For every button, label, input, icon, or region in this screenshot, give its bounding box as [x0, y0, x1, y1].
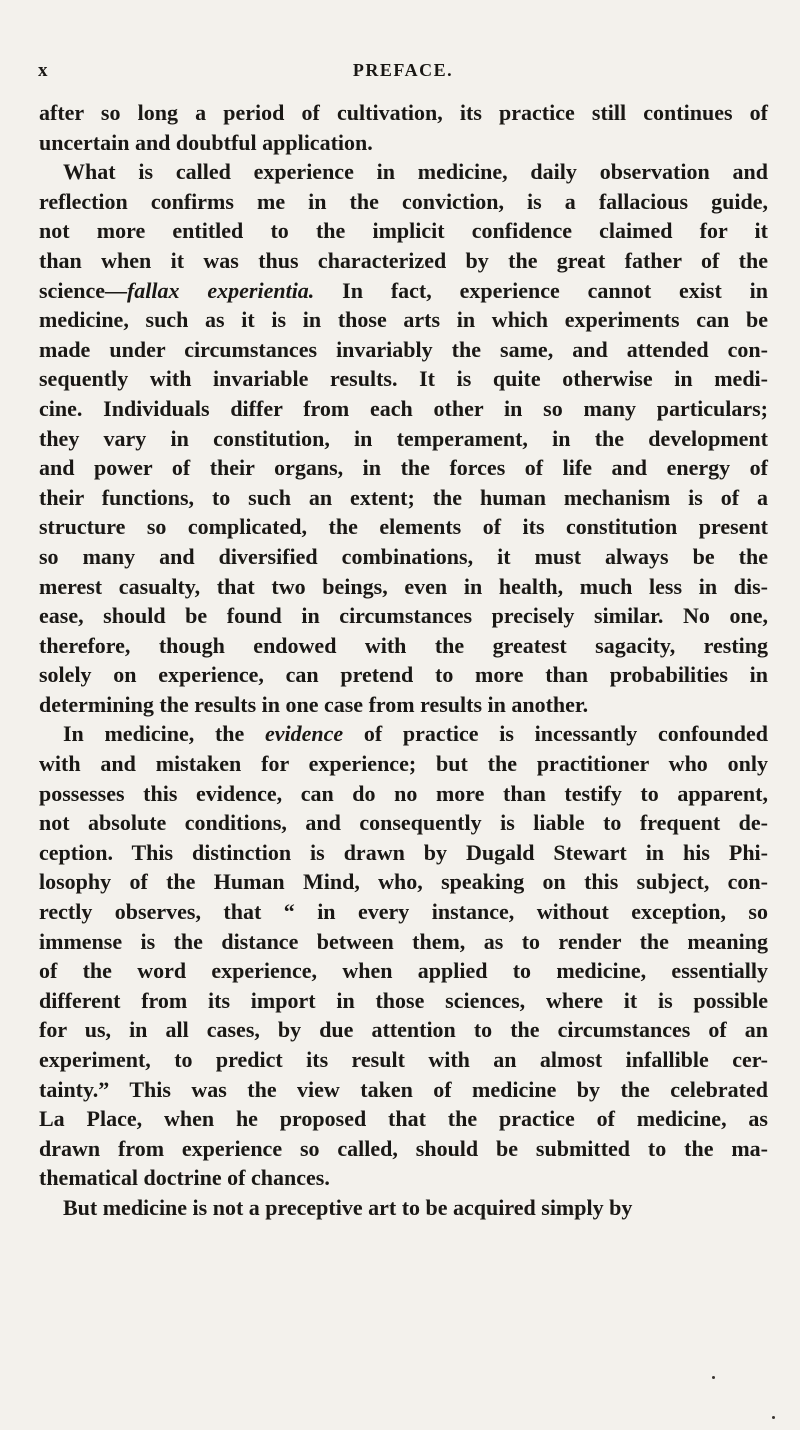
text-line [39, 897, 768, 927]
page-number: x [38, 60, 49, 81]
text-segment: with and mistaken for experience; but the practitioner who only [39, 751, 768, 777]
text-segment: not more entitled to the implicit confidence claimed for it [39, 218, 768, 244]
text-segment: so many and diversified combinations, it must always be the [39, 543, 768, 569]
text-line [39, 1075, 768, 1105]
text-line [39, 808, 768, 838]
text-segment: made under circumstances invariably the same, and attended con- [39, 336, 768, 362]
text-segment: and power of their organs, in the forces of life and energy of [39, 455, 768, 481]
text-line [39, 1134, 768, 1164]
text-line [39, 1015, 768, 1045]
text-segment: cine. Individuals differ from each other in so many particulars; [39, 395, 768, 421]
text-line [39, 1045, 768, 1075]
running-head [38, 60, 768, 84]
text-segment: than when it was thus characterized by the great father of the [39, 247, 768, 273]
text-line [39, 483, 768, 513]
paragraph-p1 [39, 98, 768, 157]
text-segment: thematical doctrine of chances. [39, 1165, 330, 1191]
text-segment: tainty.” This was the view taken of medicine by the celebrated [39, 1076, 768, 1102]
text-line [39, 335, 768, 365]
text-segment: medicine, such as it is in those arts in which experiments can be [39, 307, 768, 333]
text-segment: possesses this evidence, can do no more than testify to apparent, [39, 780, 768, 806]
text-line [39, 719, 768, 749]
text-segment: not absolute conditions, and consequently is liable to frequent de- [39, 810, 768, 836]
text-line [39, 601, 768, 631]
text-segment: they vary in constitution, in temperament, in the development [39, 425, 768, 451]
text-line [39, 660, 768, 690]
text-segment: after so long a period of cultivation, its practice still continues of [39, 100, 768, 125]
text-line [39, 542, 768, 572]
text-line [39, 927, 768, 957]
text-segment: science— [39, 277, 127, 303]
print-speck [772, 1416, 775, 1419]
text-segment: experiment, to predict its result with an almost infallible cer- [39, 1047, 768, 1072]
text-line [39, 1163, 768, 1193]
text-line [39, 690, 768, 720]
text-segment: rectly observes, that “ in every instance, without exception, so [39, 899, 768, 925]
text-segment: In fact, experience cannot exist in [314, 277, 769, 303]
text-line [39, 1104, 768, 1134]
text-line [39, 986, 768, 1016]
print-speck [712, 1376, 715, 1379]
text-segment: determining the results in one case from results in another. [39, 691, 589, 717]
text-line [39, 246, 768, 276]
text-segment: of the word experience, when applied to medicine, essentially [39, 958, 768, 984]
text-line [39, 305, 768, 335]
text-line [39, 1193, 768, 1223]
text-line [39, 572, 768, 602]
text-segment: for us, in all cases, by due attention to the circumstances of an [39, 1017, 768, 1043]
header-title: PREFACE. [352, 60, 454, 80]
italic-phrase: fallax experientia. [126, 277, 315, 303]
text-segment: sequently with invariable results. It is quite otherwise in medi- [39, 366, 768, 392]
text-line [39, 128, 768, 158]
paragraph-p3 [39, 719, 768, 1193]
paragraph-p4 [39, 1193, 768, 1223]
text-line [39, 838, 768, 868]
text-segment: ception. This distinction is drawn by Dugald Stewart in his Phi- [39, 839, 768, 865]
text-line [39, 956, 768, 986]
text-line [39, 512, 768, 542]
text-line [39, 424, 768, 454]
text-segment: ease, should be found in circumstances precisely similar. No one, [39, 603, 768, 629]
text-segment: their functions, to such an extent; the human mechanism is of a [39, 484, 768, 510]
text-segment: uncertain and doubtful application. [39, 129, 373, 155]
text-segment: La Place, when he proposed that the practice of medicine, as [39, 1106, 768, 1132]
text-segment: losophy of the Human Mind, who, speaking on this subject, con- [39, 869, 768, 895]
text-segment: therefore, though endowed with the greatest sagacity, resting [39, 632, 768, 658]
text-line [39, 157, 768, 187]
text-segment: But medicine is not a preceptive art to be acquired simply by [63, 1194, 633, 1220]
body-text [39, 98, 768, 1223]
text-segment: In medicine, the [63, 721, 265, 747]
text-line [39, 779, 768, 809]
text-line [39, 749, 768, 779]
text-line [39, 364, 768, 394]
italic-phrase: evidence [264, 721, 344, 747]
text-line [39, 394, 768, 424]
text-line [39, 216, 768, 246]
text-segment: What is called experience in medicine, daily observation and [63, 159, 768, 185]
text-segment: of practice is incessantly confounded [343, 721, 768, 747]
text-segment: immense is the distance between them, as to render the meaning [39, 928, 768, 954]
text-line [39, 276, 768, 306]
text-segment: different from its import in those sciences, where it is possible [39, 987, 768, 1013]
text-segment: drawn from experience so called, should be submitted to the ma- [39, 1135, 768, 1161]
text-line [39, 453, 768, 483]
text-segment: merest casualty, that two beings, even in health, much less in dis- [39, 573, 768, 599]
text-segment: structure so complicated, the elements of its constitution present [39, 514, 768, 540]
text-segment: reflection confirms me in the conviction, is a fallacious guide, [39, 188, 768, 214]
text-segment: solely on experience, can pretend to more than probabilities in [39, 662, 768, 688]
text-line [39, 867, 768, 897]
text-line [39, 98, 768, 128]
paragraph-p2 [39, 157, 768, 719]
text-line [39, 631, 768, 661]
text-line [39, 187, 768, 217]
